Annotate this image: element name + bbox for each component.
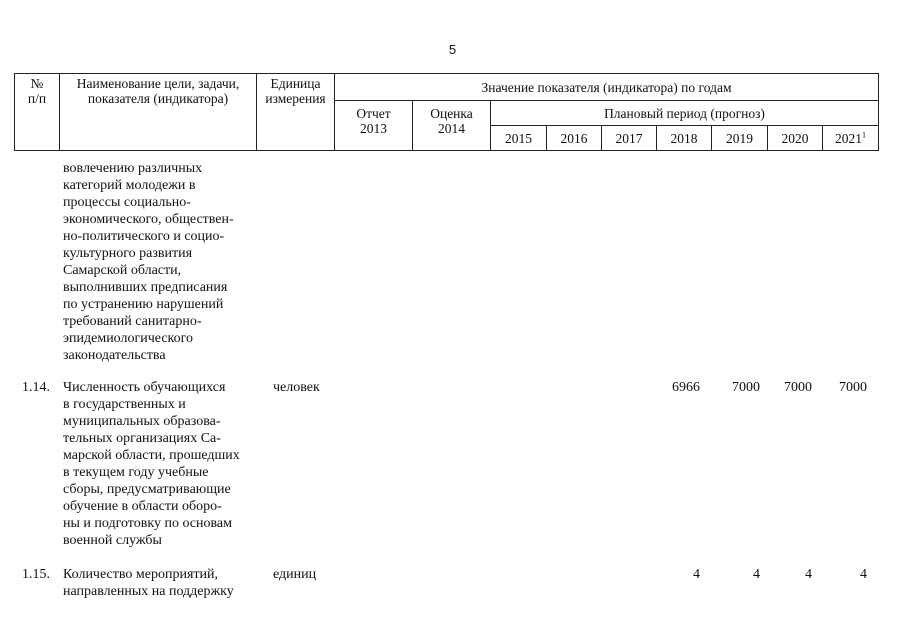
indicator-name-line: требований санитарно-	[63, 314, 202, 329]
header-col-name: Наименование цели, задачи, показателя (индикатора)	[60, 74, 257, 151]
value-2018: 4	[693, 567, 700, 582]
indicator-name-line: в государственных и	[63, 397, 186, 412]
header-col-unit: Единица измерения	[257, 74, 335, 151]
indicator-name-line: тельных организациях Са-	[63, 431, 221, 446]
unit-of-measure: единиц	[273, 567, 317, 582]
row-number: 1.15.	[22, 567, 50, 582]
indicator-name-line: категорий молодежи в	[63, 178, 196, 193]
indicator-name-line: процессы социально-	[63, 195, 191, 210]
indicator-name-line: эпидемиологического	[63, 331, 194, 346]
header-values-by-year: Значение показателя (индикатора) по годам	[335, 74, 879, 101]
indicator-name-line: муниципальных образова-	[63, 414, 221, 429]
indicator-name-line: марской области, прошедших	[63, 448, 240, 463]
header-year-2018: 2018	[657, 126, 712, 151]
indicator-name-line: в текущем году учебные	[63, 465, 209, 480]
page-number: 5	[448, 42, 457, 57]
row-number: 1.14.	[22, 380, 50, 395]
header-report-2013: Отчет 2013	[335, 101, 413, 151]
indicator-name-line: сборы, предусматривающие	[63, 482, 231, 497]
unit-of-measure: человек	[273, 380, 320, 395]
footnote-marker: 1	[862, 130, 866, 139]
indicator-name-line: Самарской области,	[63, 263, 182, 278]
value-2021: 7000	[839, 380, 867, 395]
indicator-name-line: военной службы	[63, 533, 162, 548]
header-planned-period: Плановый период (прогноз)	[491, 101, 879, 126]
indicator-name-line: по устранению нарушений	[63, 297, 224, 312]
header-year-2016: 2016	[547, 126, 602, 151]
indicator-name-line: законодательства	[63, 348, 166, 363]
header-estimate-2014: Оценка 2014	[413, 101, 491, 151]
value-2019: 4	[753, 567, 760, 582]
value-2020: 4	[805, 567, 812, 582]
indicator-name	[63, 566, 257, 600]
header-year-2019: 2019	[712, 126, 768, 151]
indicator-name-line: но-политического и социо-	[63, 229, 225, 244]
indicator-table-header	[14, 73, 879, 151]
indicator-name	[63, 160, 257, 364]
indicator-name-line: направленных на поддержку	[63, 584, 234, 599]
value-2020: 7000	[784, 380, 812, 395]
value-2019: 7000	[732, 380, 760, 395]
indicator-name-line: культурного развития	[63, 246, 193, 261]
indicator-name	[63, 379, 257, 549]
header-year-2021: 2021$^1$	[823, 126, 879, 151]
indicator-name-line: обучение в области оборо-	[63, 499, 222, 514]
indicator-name-line: Численность обучающихся	[63, 380, 226, 395]
header-year-2017: 2017	[602, 126, 657, 151]
header-year-2020: 2020	[768, 126, 823, 151]
header-year-2015: 2015	[491, 126, 547, 151]
indicator-name-line: выполнивших предписания	[63, 280, 228, 295]
indicator-name-line: экономического, обществен-	[63, 212, 234, 227]
indicator-name-line: Количество мероприятий,	[63, 567, 218, 582]
value-2018: 6966	[672, 380, 700, 395]
header-col-number: № п/п	[15, 74, 60, 151]
indicator-name-line: ны и подготовку по основам	[63, 516, 233, 531]
value-2021: 4	[860, 567, 867, 582]
indicator-name-line: вовлечению различных	[63, 161, 203, 176]
